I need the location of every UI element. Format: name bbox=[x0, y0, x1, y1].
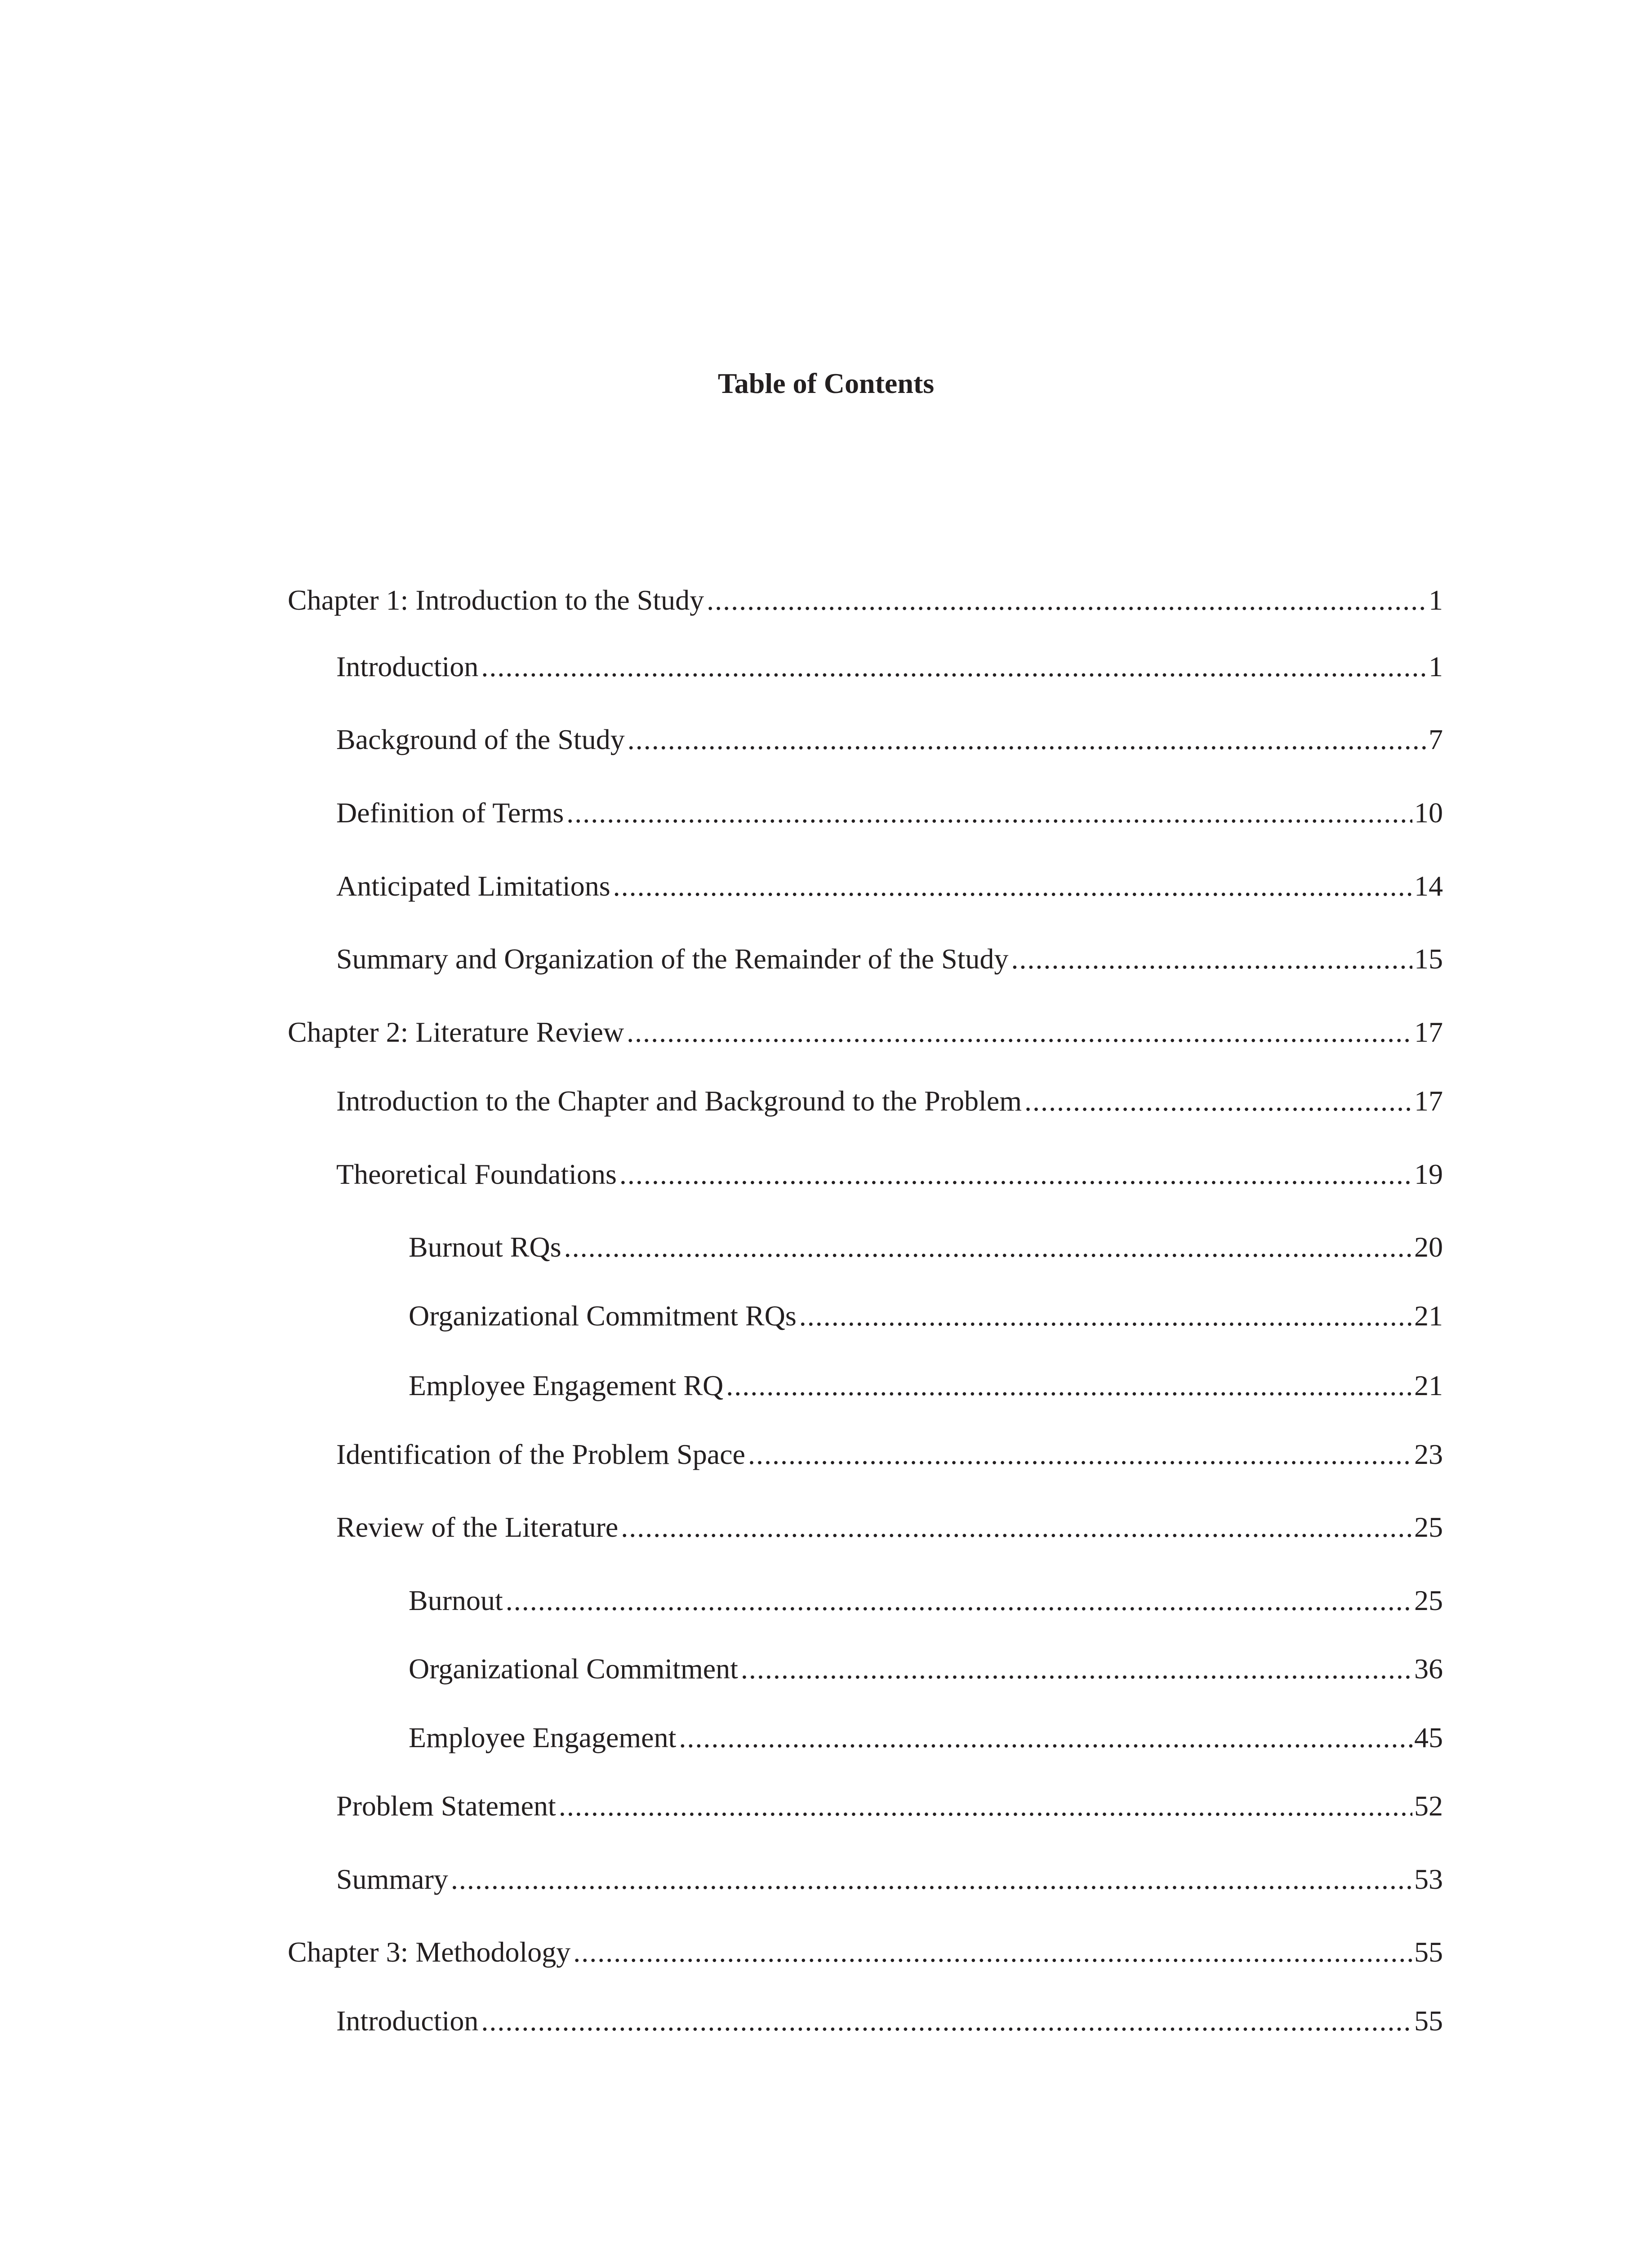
dot-leader bbox=[741, 1649, 1412, 1689]
toc-entry-employee-engagement[interactable] bbox=[409, 1717, 1443, 1758]
toc-entry-page-number: 7 bbox=[1429, 723, 1443, 755]
toc-entry-page-number: 1 bbox=[1429, 584, 1443, 616]
toc-entry-employee-engagement-rq[interactable] bbox=[409, 1365, 1443, 1406]
toc-entry-page-number: 52 bbox=[1414, 1790, 1443, 1822]
toc-entry-page-number: 55 bbox=[1414, 1936, 1443, 1968]
toc-entry-page-number: 21 bbox=[1414, 1369, 1443, 1401]
toc-entry-page-number: 23 bbox=[1414, 1438, 1443, 1470]
dot-leader bbox=[1011, 939, 1412, 979]
page-title: Table of Contents bbox=[717, 367, 935, 399]
toc-entry-label: Summary and Organization of the Remainder of the Study bbox=[336, 943, 1009, 975]
toc-entry-page-number: 21 bbox=[1414, 1300, 1443, 1332]
toc-entry-label: Chapter 2: Literature Review bbox=[288, 1016, 624, 1048]
toc-entry-background[interactable] bbox=[336, 719, 1443, 760]
toc-entry-label: Definition of Terms bbox=[336, 797, 564, 829]
toc-entry-introduction-to-chapter[interactable] bbox=[336, 1081, 1443, 1121]
toc-entry-page-number: 53 bbox=[1414, 1863, 1443, 1895]
toc-entry-summary[interactable] bbox=[336, 1859, 1443, 1900]
dot-leader bbox=[799, 1296, 1412, 1336]
dot-leader bbox=[726, 1365, 1412, 1406]
toc-entry-label: Introduction to the Chapter and Background to the Problem bbox=[336, 1085, 1022, 1117]
toc-entry-label: Organizational Commitment RQs bbox=[409, 1300, 797, 1332]
toc-entry-page-number: 55 bbox=[1414, 2005, 1443, 2037]
dot-leader bbox=[707, 580, 1427, 620]
toc-entry-label: Chapter 3: Methodology bbox=[288, 1936, 571, 1968]
toc-entry-chapter-2[interactable] bbox=[288, 1012, 1443, 1053]
toc-entry-problem-statement[interactable] bbox=[336, 1786, 1443, 1826]
toc-entry-label: Identification of the Problem Space bbox=[336, 1438, 745, 1470]
toc-entry-organizational-commitment[interactable] bbox=[409, 1649, 1443, 1689]
dot-leader bbox=[621, 1507, 1412, 1548]
toc-entry-introduction-chapter-3[interactable] bbox=[336, 2001, 1443, 2041]
toc-entry-label: Review of the Literature bbox=[336, 1511, 619, 1543]
toc-entry-page-number: 17 bbox=[1414, 1085, 1443, 1117]
dot-leader bbox=[613, 866, 1412, 906]
toc-entry-page-number: 14 bbox=[1414, 870, 1443, 902]
toc-entry-page-number: 36 bbox=[1414, 1653, 1443, 1685]
toc-entry-page-number: 45 bbox=[1414, 1722, 1443, 1753]
toc-entry-label: Anticipated Limitations bbox=[336, 870, 610, 902]
dot-leader bbox=[506, 1580, 1412, 1621]
toc-entry-page-number: 20 bbox=[1414, 1231, 1443, 1263]
toc-entry-summary-and-organization[interactable] bbox=[336, 939, 1443, 979]
dot-leader bbox=[748, 1434, 1412, 1475]
dot-leader bbox=[566, 793, 1412, 833]
toc-entry-label: Summary bbox=[336, 1863, 448, 1895]
toc-entry-problem-space[interactable] bbox=[336, 1434, 1443, 1475]
toc-entry-label: Introduction bbox=[336, 651, 479, 682]
dot-leader bbox=[481, 2001, 1412, 2041]
toc-entry-review-of-literature[interactable] bbox=[336, 1507, 1443, 1548]
toc-entry-organizational-commitment-rqs[interactable] bbox=[409, 1296, 1443, 1336]
dot-leader bbox=[619, 1154, 1412, 1195]
toc-entry-chapter-3[interactable] bbox=[288, 1932, 1443, 1972]
toc-entry-page-number: 25 bbox=[1414, 1584, 1443, 1616]
toc-entry-page-number: 19 bbox=[1414, 1158, 1443, 1190]
toc-entry-burnout-rqs[interactable] bbox=[409, 1227, 1443, 1267]
dot-leader bbox=[1024, 1081, 1412, 1121]
dot-leader bbox=[679, 1717, 1412, 1758]
dot-leader bbox=[559, 1786, 1412, 1826]
toc-entry-chapter-1[interactable] bbox=[288, 580, 1443, 620]
toc-entry-label: Employee Engagement bbox=[409, 1722, 677, 1753]
toc-entry-label: Organizational Commitment bbox=[409, 1653, 738, 1685]
dot-leader bbox=[573, 1932, 1412, 1972]
toc-entry-label: Chapter 1: Introduction to the Study bbox=[288, 584, 704, 616]
dot-leader bbox=[628, 719, 1427, 760]
toc-entry-page-number: 25 bbox=[1414, 1511, 1443, 1543]
toc-entry-label: Background of the Study bbox=[336, 723, 625, 755]
toc-entry-label: Introduction bbox=[336, 2005, 479, 2037]
toc-entry-burnout[interactable] bbox=[409, 1580, 1443, 1621]
toc-entry-theoretical-foundations[interactable] bbox=[336, 1154, 1443, 1195]
toc-entry-page-number: 17 bbox=[1414, 1016, 1443, 1048]
toc-entry-label: Theoretical Foundations bbox=[336, 1158, 617, 1190]
dot-leader bbox=[564, 1227, 1412, 1267]
dot-leader bbox=[451, 1859, 1412, 1900]
toc-entry-page-number: 15 bbox=[1414, 943, 1443, 975]
toc-entry-label: Burnout bbox=[409, 1584, 503, 1616]
toc-entry-label: Employee Engagement RQ bbox=[409, 1369, 724, 1401]
dot-leader bbox=[627, 1012, 1412, 1053]
toc-entry-introduction[interactable] bbox=[336, 647, 1443, 687]
toc-entry-page-number: 1 bbox=[1429, 651, 1443, 682]
toc-entry-definition-of-terms[interactable] bbox=[336, 793, 1443, 833]
toc-entry-label: Burnout RQs bbox=[409, 1231, 561, 1263]
dot-leader bbox=[481, 647, 1427, 687]
toc-entry-page-number: 10 bbox=[1414, 797, 1443, 829]
toc-entry-label: Problem Statement bbox=[336, 1790, 556, 1822]
toc-entry-anticipated-limitations[interactable] bbox=[336, 866, 1443, 906]
